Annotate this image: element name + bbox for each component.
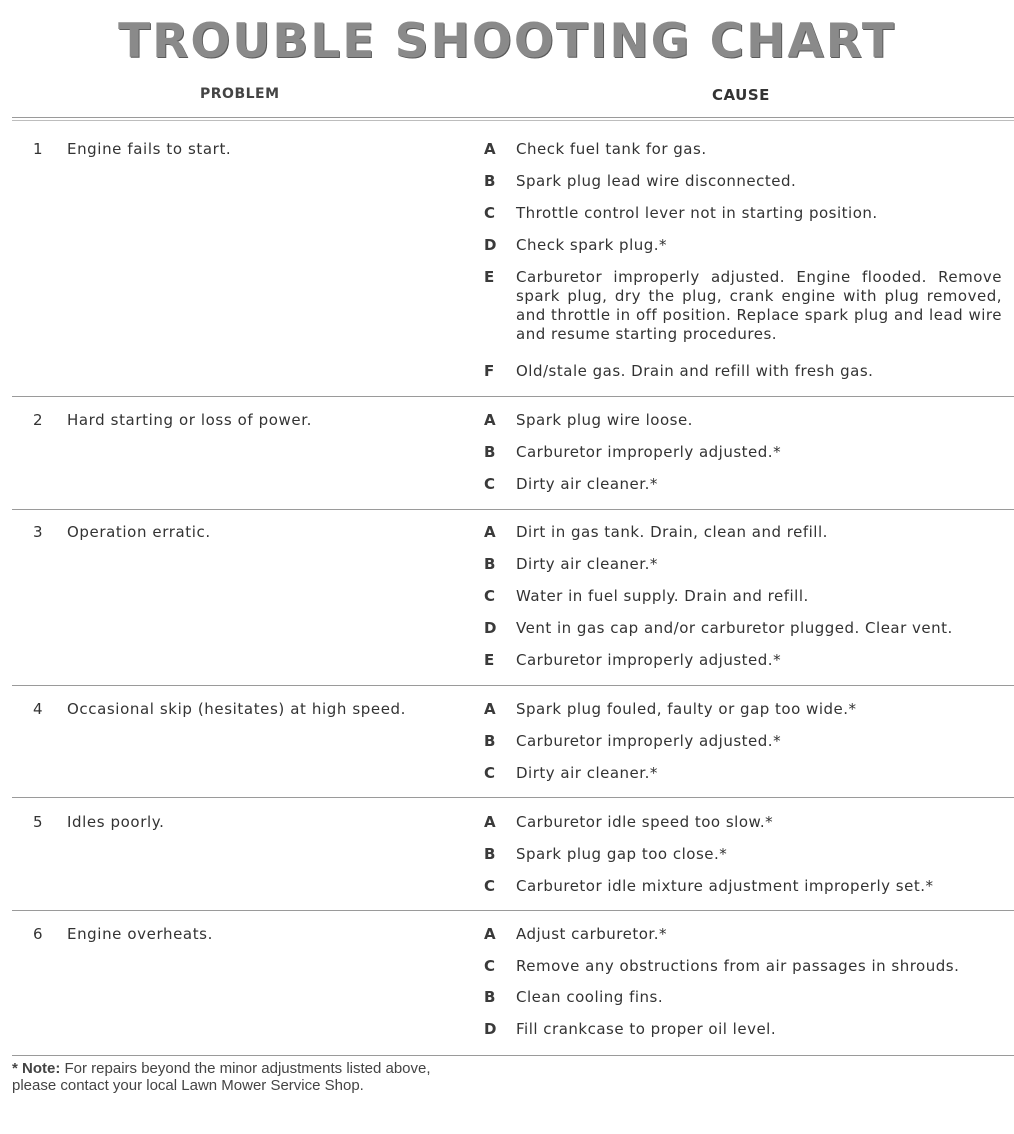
cause-text: Water in fuel supply. Drain and refill.: [516, 587, 809, 605]
problem-text: Engine overheats.: [67, 925, 213, 943]
cause-letter: A: [484, 700, 497, 718]
cause-text: Carburetor improperly adjusted. Engine flooded. Remove spark plug, dry the plug, crank engine with plug removed, and throttle in off position. Replace spark plug and lead wire and resume starting procedures.: [516, 268, 1002, 343]
problem-number: 4: [33, 700, 44, 718]
cause-column-header: CAUSE: [712, 86, 770, 104]
cause-letter: B: [484, 555, 496, 573]
problem-number: 6: [33, 925, 44, 943]
cause-text: Remove any obstructions from air passages in shrouds.: [516, 957, 960, 975]
cause-text: Carburetor improperly adjusted.*: [516, 443, 782, 461]
cause-letter: E: [484, 268, 495, 286]
problem-text: Occasional skip (hesitates) at high speed.: [67, 700, 407, 718]
cause-text: Check fuel tank for gas.: [516, 140, 707, 158]
cause-text: Dirty air cleaner.*: [516, 764, 658, 782]
cause-text: Clean cooling fins.: [516, 988, 664, 1006]
cause-text: Carburetor idle speed too slow.*: [516, 813, 774, 831]
cause-letter: C: [484, 475, 496, 493]
cause-letter: A: [484, 411, 497, 429]
cause-text: Dirty air cleaner.*: [516, 475, 658, 493]
problem-text: Engine fails to start.: [67, 140, 232, 158]
cause-text: Fill crankcase to proper oil level.: [516, 1020, 777, 1038]
cause-letter: A: [484, 523, 497, 541]
section-divider: [12, 509, 1014, 510]
cause-letter: B: [484, 845, 496, 863]
header-divider: [12, 117, 1014, 121]
section-divider: [12, 797, 1014, 798]
problem-text: Hard starting or loss of power.: [67, 411, 312, 429]
cause-letter: D: [484, 236, 497, 254]
section-divider: [12, 1055, 1014, 1056]
problem-number: 3: [33, 523, 44, 541]
problem-number: 5: [33, 813, 44, 831]
cause-letter: B: [484, 988, 496, 1006]
cause-text: Old/stale gas. Drain and refill with fresh gas.: [516, 362, 874, 380]
cause-letter: A: [484, 925, 497, 943]
problem-text: Operation erratic.: [67, 523, 211, 541]
footnote-label: * Note:: [12, 1060, 61, 1077]
cause-text: Spark plug wire loose.: [516, 411, 693, 429]
cause-letter: C: [484, 204, 496, 222]
section-divider: [12, 910, 1014, 911]
cause-text: Dirt in gas tank. Drain, clean and refill.: [516, 523, 828, 541]
cause-letter: D: [484, 1020, 497, 1038]
problem-number: 2: [33, 411, 44, 429]
cause-text: Vent in gas cap and/or carburetor plugged. Clear vent.: [516, 619, 953, 637]
section-divider: [12, 396, 1014, 397]
cause-letter: C: [484, 764, 496, 782]
cause-text: Spark plug gap too close.*: [516, 845, 728, 863]
page-title: TROUBLE SHOOTING CHART: [118, 14, 896, 69]
problem-6: [33, 925, 213, 943]
problem-number: 1: [33, 140, 44, 158]
section-divider: [12, 685, 1014, 686]
cause-letter: E: [484, 651, 495, 669]
cause-text: Carburetor improperly adjusted.*: [516, 651, 782, 669]
footnote: [12, 1060, 432, 1094]
cause-letter: F: [484, 362, 495, 380]
cause-letter: D: [484, 619, 497, 637]
cause-letter: C: [484, 957, 496, 975]
problem-5: [33, 813, 164, 831]
problem-2: [33, 411, 312, 429]
cause-text: Adjust carburetor.*: [516, 925, 667, 943]
problem-4: [33, 700, 406, 718]
cause-text: Carburetor idle mixture adjustment improperly set.*: [516, 877, 934, 895]
problem-text: Idles poorly.: [67, 813, 165, 831]
cause-text: Throttle control lever not in starting position.: [516, 204, 878, 222]
cause-letter: B: [484, 172, 496, 190]
footnote-text: For repairs beyond the minor adjustments listed above, please contact your local Lawn Mower Service Shop.: [12, 1060, 431, 1094]
problem-column-header: PROBLEM: [200, 86, 280, 102]
cause-letter: B: [484, 443, 496, 461]
cause-letter: C: [484, 587, 496, 605]
cause-text: Check spark plug.*: [516, 236, 668, 254]
cause-letter: B: [484, 732, 496, 750]
problem-1: [33, 140, 231, 158]
cause-letter: C: [484, 877, 496, 895]
cause-text: Spark plug lead wire disconnected.: [516, 172, 797, 190]
cause-letter: A: [484, 140, 497, 158]
cause-text: Spark plug fouled, faulty or gap too wide.*: [516, 700, 857, 718]
problem-3: [33, 523, 211, 541]
cause-letter: A: [484, 813, 497, 831]
cause-text: Carburetor improperly adjusted.*: [516, 732, 782, 750]
cause-text: Dirty air cleaner.*: [516, 555, 658, 573]
